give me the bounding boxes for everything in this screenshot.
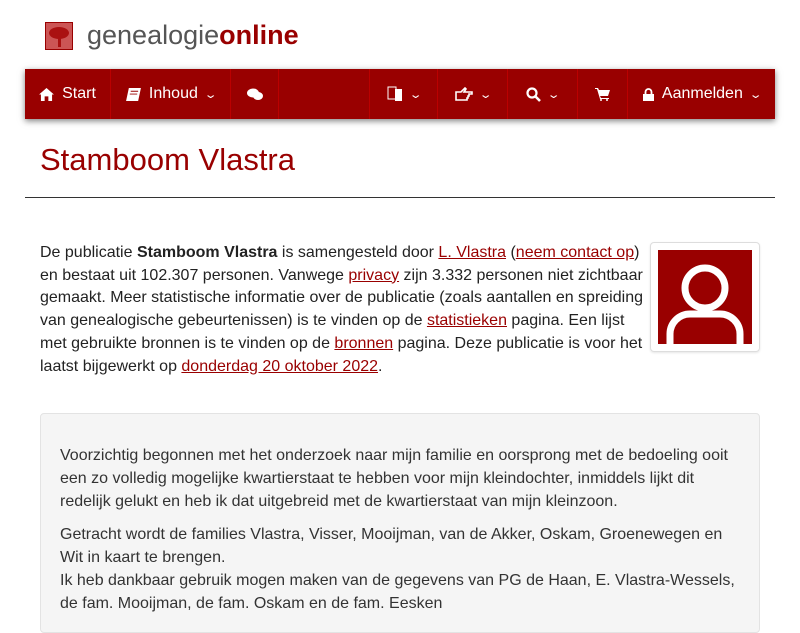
lock-icon	[643, 88, 654, 101]
site-logo[interactable]	[45, 20, 299, 51]
author-link[interactable]: L. Vlastra	[438, 244, 507, 261]
page-title: Stamboom Vlastra	[40, 142, 295, 177]
home-icon	[39, 88, 54, 101]
nav-login[interactable]	[627, 69, 775, 119]
description-families: Getracht wordt de families Vlastra, Visser, Mooijman, van de Akker, Oskam, Groenewegen en Wit in kaart te brengen.	[60, 526, 723, 566]
chevron-down-icon: ⌄	[748, 88, 763, 101]
chevron-down-icon: ⌄	[547, 88, 561, 101]
privacy-link[interactable]: privacy	[348, 266, 400, 284]
nav-spacer	[278, 69, 369, 119]
nav-cart[interactable]	[577, 69, 627, 119]
nav-inhoud[interactable]	[110, 69, 230, 119]
nav-inhoud-label: Inhoud	[148, 85, 198, 102]
publication-intro: De publicatie Stamboom Vlastra is samengesteld door L. Vlastra (neem contact op) en bestaat uit 102.307 personen. Vanwege privacy zijn 3.332 personen niet zichtbaar gemaakt. Meer statistische informatie over de publicatie (zoals aantallen en spreiding van genealogische gebeurtenissen) is te vinden op de statistieken pagina. Een lijst met gebruikte bronnen is te vinden op de bronnen pagina. Deze publicatie is voor het laatst bijgewerkt op donderdag 20 oktober 2022.	[40, 244, 643, 375]
nav-start[interactable]	[25, 69, 110, 119]
tree-logo-icon	[45, 22, 73, 50]
user-icon	[658, 250, 752, 344]
comments-icon	[247, 88, 263, 101]
search-icon	[526, 87, 541, 102]
logo-text: genealogieonline	[87, 20, 299, 50]
publication-description	[40, 413, 760, 633]
main-nav	[25, 69, 775, 119]
nav-language[interactable]	[369, 69, 437, 119]
nav-start-label: Start	[62, 85, 96, 102]
author-avatar[interactable]	[650, 242, 760, 352]
translate-icon	[387, 86, 403, 102]
cart-icon	[595, 88, 610, 101]
book-icon	[126, 88, 141, 101]
chevron-down-icon: ⌄	[478, 88, 493, 101]
nav-forum[interactable]	[230, 69, 278, 119]
hand-point-icon	[455, 87, 473, 101]
last-updated-link[interactable]: donderdag 20 oktober 2022	[181, 357, 379, 375]
chevron-down-icon: ⌄	[408, 88, 423, 101]
description-acknowledgements: Ik heb dankbaar gebruik mogen maken van de gegevens van PG de Haan, E. Vlastra-Wessels, de fam. Mooijman, de fam. Oskam en de fam. Eesken	[60, 572, 735, 612]
nav-search[interactable]	[507, 69, 577, 119]
chevron-down-icon: ⌄	[203, 88, 218, 101]
sources-link[interactable]: bronnen	[334, 334, 394, 352]
nav-login-label: Aanmelden	[661, 85, 743, 102]
contact-link[interactable]: neem contact op	[515, 244, 635, 261]
statistics-link[interactable]: statistieken	[426, 312, 507, 330]
divider	[25, 197, 775, 198]
nav-point[interactable]	[437, 69, 507, 119]
description-paragraph: Voorzichtig begonnen met het onderzoek naar mijn familie en oorsprong met de bedoeling ooit een zo volledig mogelijke kwartierstaat te hebben voor mijn kleindochter, inmiddels lijkt dit redelijk gelukt en heb ik dat uitgebreid met de kwartierstaat van mijn kleinzoon.	[60, 447, 728, 510]
